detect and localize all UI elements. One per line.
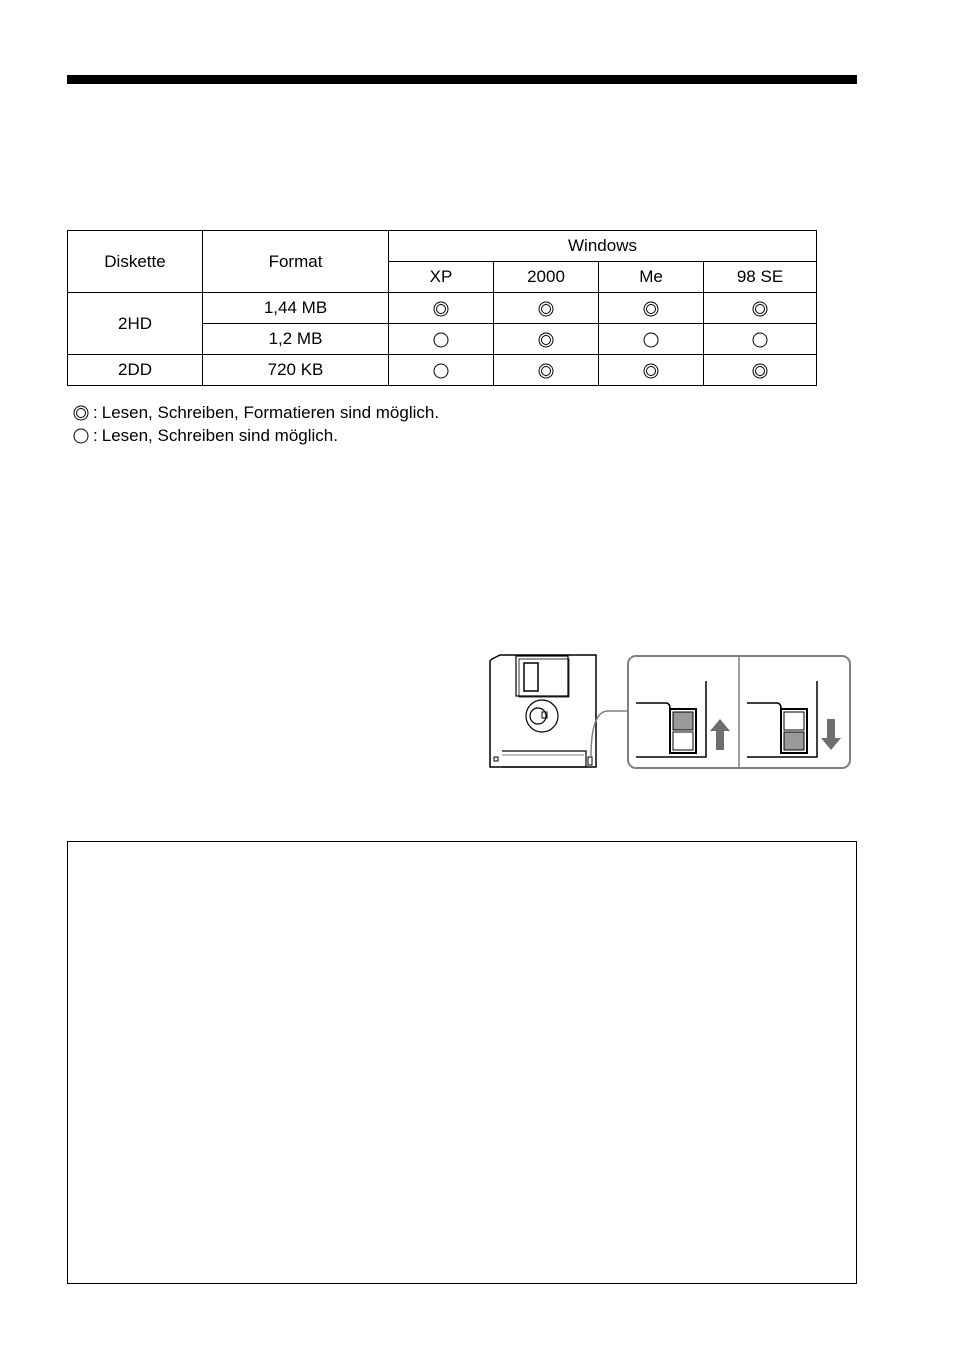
- cell-support: [494, 355, 599, 386]
- note-box: [67, 841, 857, 1284]
- header-diskette: Diskette: [68, 231, 203, 293]
- legend-separator: :: [93, 403, 98, 422]
- double-circle-icon: [643, 363, 659, 379]
- compatibility-table: [67, 230, 817, 386]
- circle-icon: [643, 332, 659, 348]
- header-os-me: Me: [599, 262, 704, 293]
- cell-diskette-2dd: 2DD: [68, 355, 203, 386]
- table-header-row: [68, 231, 817, 262]
- legend-item-full: [71, 401, 439, 424]
- table-row: [68, 355, 817, 386]
- cell-support: [599, 324, 704, 355]
- circle-icon: [752, 332, 768, 348]
- cell-support: [494, 293, 599, 324]
- header-format: Format: [203, 231, 389, 293]
- double-circle-icon: [538, 363, 554, 379]
- cell-format: 1,44 MB: [203, 293, 389, 324]
- double-circle-icon: [752, 363, 768, 379]
- legend-item-partial: [71, 424, 439, 447]
- cell-support: [389, 324, 494, 355]
- circle-icon: [71, 428, 91, 444]
- double-circle-icon: [538, 332, 554, 348]
- legend-label: Lesen, Schreiben sind möglich.: [101, 426, 338, 445]
- cell-support: [599, 355, 704, 386]
- cell-support: [599, 293, 704, 324]
- cell-support: [704, 293, 817, 324]
- double-circle-icon: [643, 301, 659, 317]
- header-os-98se: 98 SE: [704, 262, 817, 293]
- circle-icon: [433, 332, 449, 348]
- cell-format: 1,2 MB: [203, 324, 389, 355]
- double-circle-icon: [752, 301, 768, 317]
- double-circle-icon: [71, 405, 91, 421]
- cell-format: 720 KB: [203, 355, 389, 386]
- circle-icon: [433, 363, 449, 379]
- legend-separator: :: [93, 426, 98, 445]
- header-os-2000: 2000: [494, 262, 599, 293]
- cell-diskette-2hd: 2HD: [68, 293, 203, 355]
- header-os-xp: XP: [389, 262, 494, 293]
- top-rule: [67, 75, 857, 84]
- legend: [71, 401, 439, 447]
- legend-label: Lesen, Schreiben, Formatieren sind möglich.: [101, 403, 440, 422]
- header-windows: Windows: [389, 231, 817, 262]
- cell-support: [389, 293, 494, 324]
- double-circle-icon: [433, 301, 449, 317]
- cell-support: [704, 324, 817, 355]
- write-protect-illustration: [488, 653, 854, 773]
- table-row: [68, 293, 817, 324]
- cell-support: [704, 355, 817, 386]
- double-circle-icon: [538, 301, 554, 317]
- cell-support: [389, 355, 494, 386]
- cell-support: [494, 324, 599, 355]
- floppy-disk-icon: [490, 655, 628, 767]
